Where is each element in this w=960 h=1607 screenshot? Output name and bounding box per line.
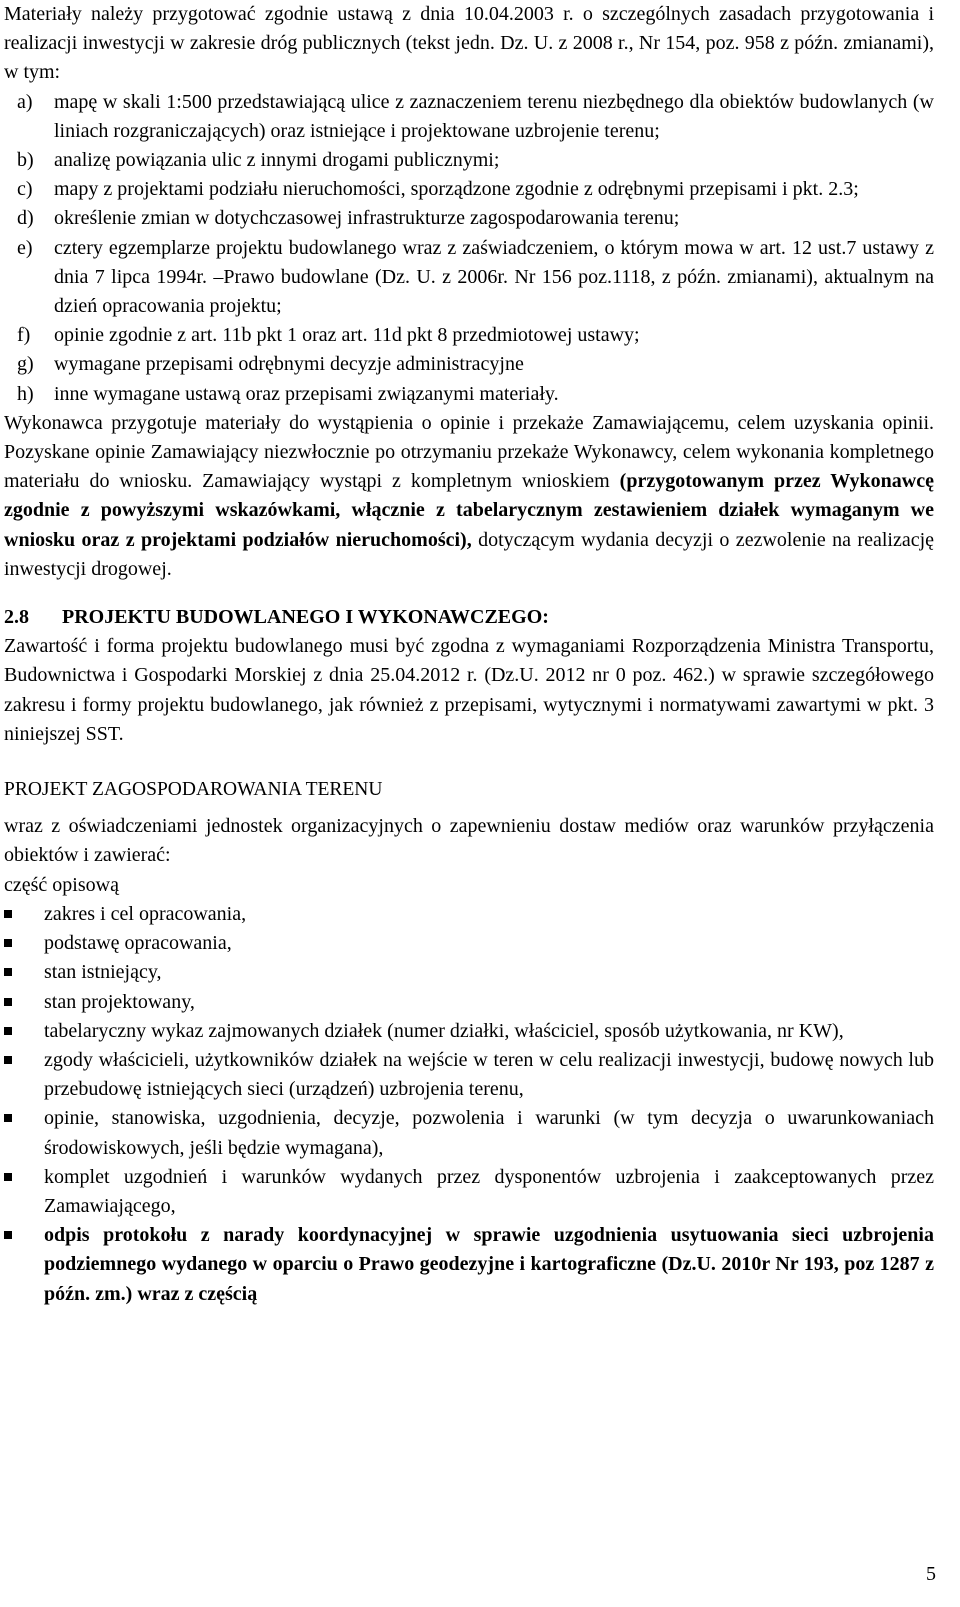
bullet-square-icon: [4, 968, 12, 976]
section-body: Zawartość i forma projektu budowlanego musi być zgodna z wymaganiami Rozporządzenia Ministra Transportu, Budownictwa i Gospodarki Morskiej z dnia 25.04.2012 r. (Dz.U. 2012 nr 0 poz. 462.) w sprawie szczegółowego zakresu i formy projektu budowlanego, jak również z przepisami, wytycznymi i normatywami zawartymi w pkt. 3 niniejszej SST.: [4, 635, 934, 745]
list-item: g) wymagane przepisami odrębnymi decyzje administracyjne: [17, 353, 524, 376]
list-item: opinie, stanowiska, uzgodnienia, decyzje, pozwolenia i warunki (w tym decyzja o uwarunkowaniach środowiskowych, jeśli będzie wymagana),: [4, 1104, 934, 1162]
bullet-square-icon: [4, 1173, 12, 1181]
page-number: 5: [926, 1563, 936, 1585]
part-label: część opisową: [4, 873, 119, 896]
list-item: e) cztery egzemplarze projektu budowlanego wraz z zaświadczeniem, o którym mowa w art. 12 ust.7 ustawy z dnia 7 lipca 1994r. –Prawo budowlane (Dz. U. z 2006r. Nr 156 poz.1118, z późn. zmianami), aktualnym na dzień opracowania projektu;: [17, 236, 934, 318]
bullet-square-icon: [4, 1231, 12, 1239]
bullet-square-icon: [4, 998, 12, 1006]
section-number: 2.8: [4, 606, 29, 629]
section-title: PROJEKTU BUDOWLANEGO I WYKONAWCZEGO:: [62, 606, 549, 629]
list-item: b) analizę powiązania ulic z innymi drogami publicznymi;: [17, 149, 500, 172]
materials-list: [4, 88, 934, 409]
pzt-bullet-list: [4, 900, 934, 1309]
list-item: tabelaryczny wykaz zajmowanych działek (numer działki, właściciel, sposób użytkowania, nr KW),: [4, 1017, 934, 1046]
pzt-intro: wraz z oświadczeniami jednostek organizacyjnych o zapewnieniu dostaw mediów oraz warunków przyłączenia obiektów i zawierać:: [4, 815, 934, 867]
list-item: zakres i cel opracowania,: [4, 900, 934, 929]
bullet-square-icon: [4, 910, 12, 918]
list-item: h) inne wymagane ustawą oraz przepisami związanymi materiały.: [17, 382, 559, 405]
section-heading: [4, 603, 934, 632]
bullet-square-icon: [4, 1056, 12, 1064]
intro-paragraph: Materiały należy przygotować zgodnie ustawą z dnia 10.04.2003 r. o szczególnych zasadach przygotowania i realizacji inwestycji w zakresie dróg publicznych (tekst jedn. Dz. U. z 2008 r., Nr 154, poz. 958 z późn. zmianami), w tym:: [4, 3, 934, 84]
list-item: zgody właścicieli, użytkowników działek na wejście w teren w celu realizacji inwestycji, budowę nowych lub przebudowę istniejących sieci (urządzeń) uzbrojenia terenu,: [4, 1046, 934, 1104]
list-item: stan projektowany,: [4, 988, 934, 1017]
list-item: odpis protokołu z narady koordynacyjnej w sprawie uzgodnienia usytuowania sieci uzbrojenia podziemnego wydanego w oparciu o Prawo geodezyjne i kartograficzne (Dz.U. 2010r Nr 193, poz 1287 z późn. zm.) wraz z częścią: [4, 1221, 934, 1309]
pzt-title: PROJEKT ZAGOSPODAROWANIA TERENU: [4, 779, 383, 801]
list-item: komplet uzgodnień i warunków wydanych przez dysponentów uzbrojenia i zaakceptowanych przez Zamawiającego,: [4, 1163, 934, 1221]
contractor-paragraph: Wykonawca przygotuje materiały do wystąpienia o opinie i przekaże Zamawiającemu, celem uzyskania opinii. Pozyskane opinie Zamawiający niezwłocznie po otrzymaniu przekaże Wykonawcy, celem wykonania kompletnego materiału do wniosku. Zamawiający wystąpi z kompletnym wnioskiem (przygotowanym przez Wykonawcę zgodnie z powyższymi wskazówkami, włącznie z tabelarycznym zestawieniem działek wymaganym we wniosku oraz z projektami podziałów nieruchomości), dotyczącym wydania decyzji o zezwolenie na realizację inwestycji drogowej.: [4, 411, 935, 580]
list-item: d) określenie zmian w dotychczasowej infrastrukturze zagospodarowania terenu;: [17, 207, 680, 230]
list-item: podstawę opracowania,: [4, 929, 934, 958]
list-item: a) mapę w skali 1:500 przedstawiającą ulice z zaznaczeniem terenu niezbędnego dla obiektów budowlanych (w liniach rozgraniczających) oraz istniejące i projektowane uzbrojenie terenu;: [17, 90, 934, 142]
list-item: stan istniejący,: [4, 958, 934, 987]
document-page: [4, 0, 934, 1309]
bullet-square-icon: [4, 1027, 12, 1035]
list-item: f) opinie zgodnie z art. 11b pkt 1 oraz art. 11d pkt 8 przedmiotowej ustawy;: [17, 324, 640, 347]
bullet-square-icon: [4, 1114, 12, 1122]
list-item: c) mapy z projektami podziału nieruchomości, sporządzone zgodnie z odrębnymi przepisami i pkt. 2.3;: [17, 178, 859, 201]
bullet-square-icon: [4, 939, 12, 947]
